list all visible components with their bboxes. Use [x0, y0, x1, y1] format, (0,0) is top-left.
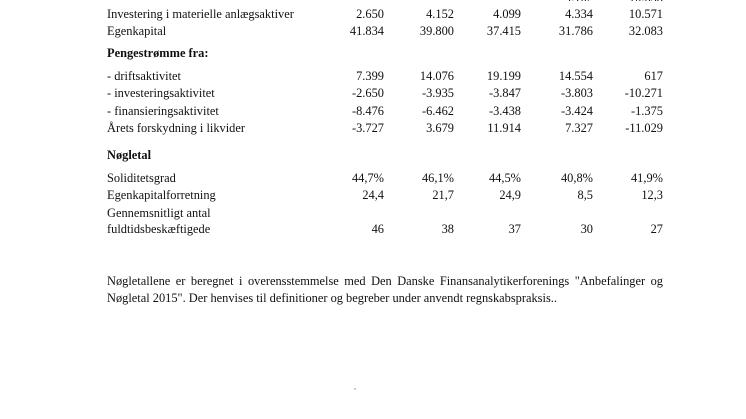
cell-value: 38 — [441, 222, 454, 236]
section-heading-cashflow: Pengestrømme fra: — [107, 46, 209, 60]
cell-value: 32.083 — [628, 24, 663, 38]
cell-value: -6.462 — [421, 104, 454, 118]
cell-value: 19.199 — [486, 69, 521, 83]
clipped-value — [523, 0, 593, 1]
cell-value: 46,1% — [421, 171, 454, 185]
cell-value: 14.076 — [419, 69, 454, 83]
cell-value: -3.935 — [421, 86, 454, 100]
footnote-paragraph: Nøgletallene er beregnet i overensstemmelse med Den Danske Finansanalytikerforenings "Anbefalinger og Nøgletal 2015". Der henvises til definitioner og begreber under anvendt regnskabspraksis.. — [107, 274, 663, 305]
cell-value: -3.727 — [351, 121, 384, 135]
cell-value: -11.029 — [625, 121, 663, 135]
cell-value: 30 — [580, 222, 593, 236]
cell-value: 46 — [371, 222, 384, 236]
clipped-value — [593, 0, 663, 1]
cell-value: 11.914 — [487, 121, 521, 135]
cell-value: 24,9 — [499, 188, 521, 202]
cell-value: 4.152 — [426, 7, 454, 21]
cell-value: 44,5% — [488, 171, 521, 185]
cell-value: -8.476 — [351, 104, 384, 118]
row-label: Egenkapitalforretning — [107, 188, 216, 202]
cell-value: -3.847 — [488, 86, 521, 100]
cell-value: 41.834 — [349, 24, 384, 38]
cell-value: -10.271 — [624, 86, 663, 100]
cell-value: 3.679 — [426, 121, 454, 135]
cell-value: 4.334 — [565, 7, 593, 21]
row-label: Årets forskydning i likvider — [107, 121, 245, 135]
section-heading-row — [0, 46, 746, 63]
cell-value: 24,4 — [362, 188, 384, 202]
table-row — [0, 24, 746, 41]
cell-value: 41,9% — [630, 171, 663, 185]
row-label: fuldtidsbeskæftigede — [107, 222, 211, 236]
table-row — [0, 188, 746, 205]
cell-value: 617 — [644, 69, 663, 83]
section-heading-row — [0, 148, 746, 165]
row-label: - driftsaktivitet — [107, 69, 181, 83]
row-label: Gennemsnitligt antal — [107, 206, 211, 220]
cell-value: -2.650 — [351, 86, 384, 100]
section-heading-keyfigures: Nøgletal — [107, 148, 152, 162]
cell-value: 31.786 — [558, 24, 593, 38]
cell-value: 37.415 — [486, 24, 521, 38]
scan-speck — [354, 388, 356, 390]
cell-value: -3.424 — [560, 104, 593, 118]
cell-value: 27 — [650, 222, 663, 236]
cell-value: 37 — [508, 222, 521, 236]
table-row — [0, 69, 746, 86]
table-row — [0, 171, 746, 188]
row-label: Egenkapital — [107, 24, 167, 38]
cell-value: 8,5 — [577, 188, 593, 202]
cell-value: -3.803 — [560, 86, 593, 100]
cell-value: 14.554 — [558, 69, 593, 83]
row-label: - finansieringsaktivitet — [107, 104, 219, 118]
cell-value: 2.650 — [356, 7, 384, 21]
cell-value: 21,7 — [432, 188, 454, 202]
table-row-label-line1 — [0, 206, 746, 223]
table-row — [0, 222, 746, 239]
cell-value: -3.438 — [488, 104, 521, 118]
cell-value: 10.571 — [628, 7, 663, 21]
cell-value: 4.099 — [493, 7, 521, 21]
table-row — [0, 7, 746, 24]
row-label: - investeringsaktivitet — [107, 86, 215, 100]
cell-value: 44,7% — [351, 171, 384, 185]
cell-value: 7.399 — [356, 69, 384, 83]
cell-value: 12,3 — [641, 188, 663, 202]
table-row — [0, 104, 746, 121]
row-label: Investering i materielle anlægsaktiver — [107, 7, 294, 21]
cell-value: 40,8% — [560, 171, 593, 185]
cell-value: -1.375 — [630, 104, 663, 118]
cell-value: 39.800 — [419, 24, 454, 38]
table-row — [0, 121, 746, 138]
row-label: Soliditetsgrad — [107, 171, 176, 185]
cell-value: 7.327 — [565, 121, 593, 135]
table-row — [0, 86, 746, 103]
